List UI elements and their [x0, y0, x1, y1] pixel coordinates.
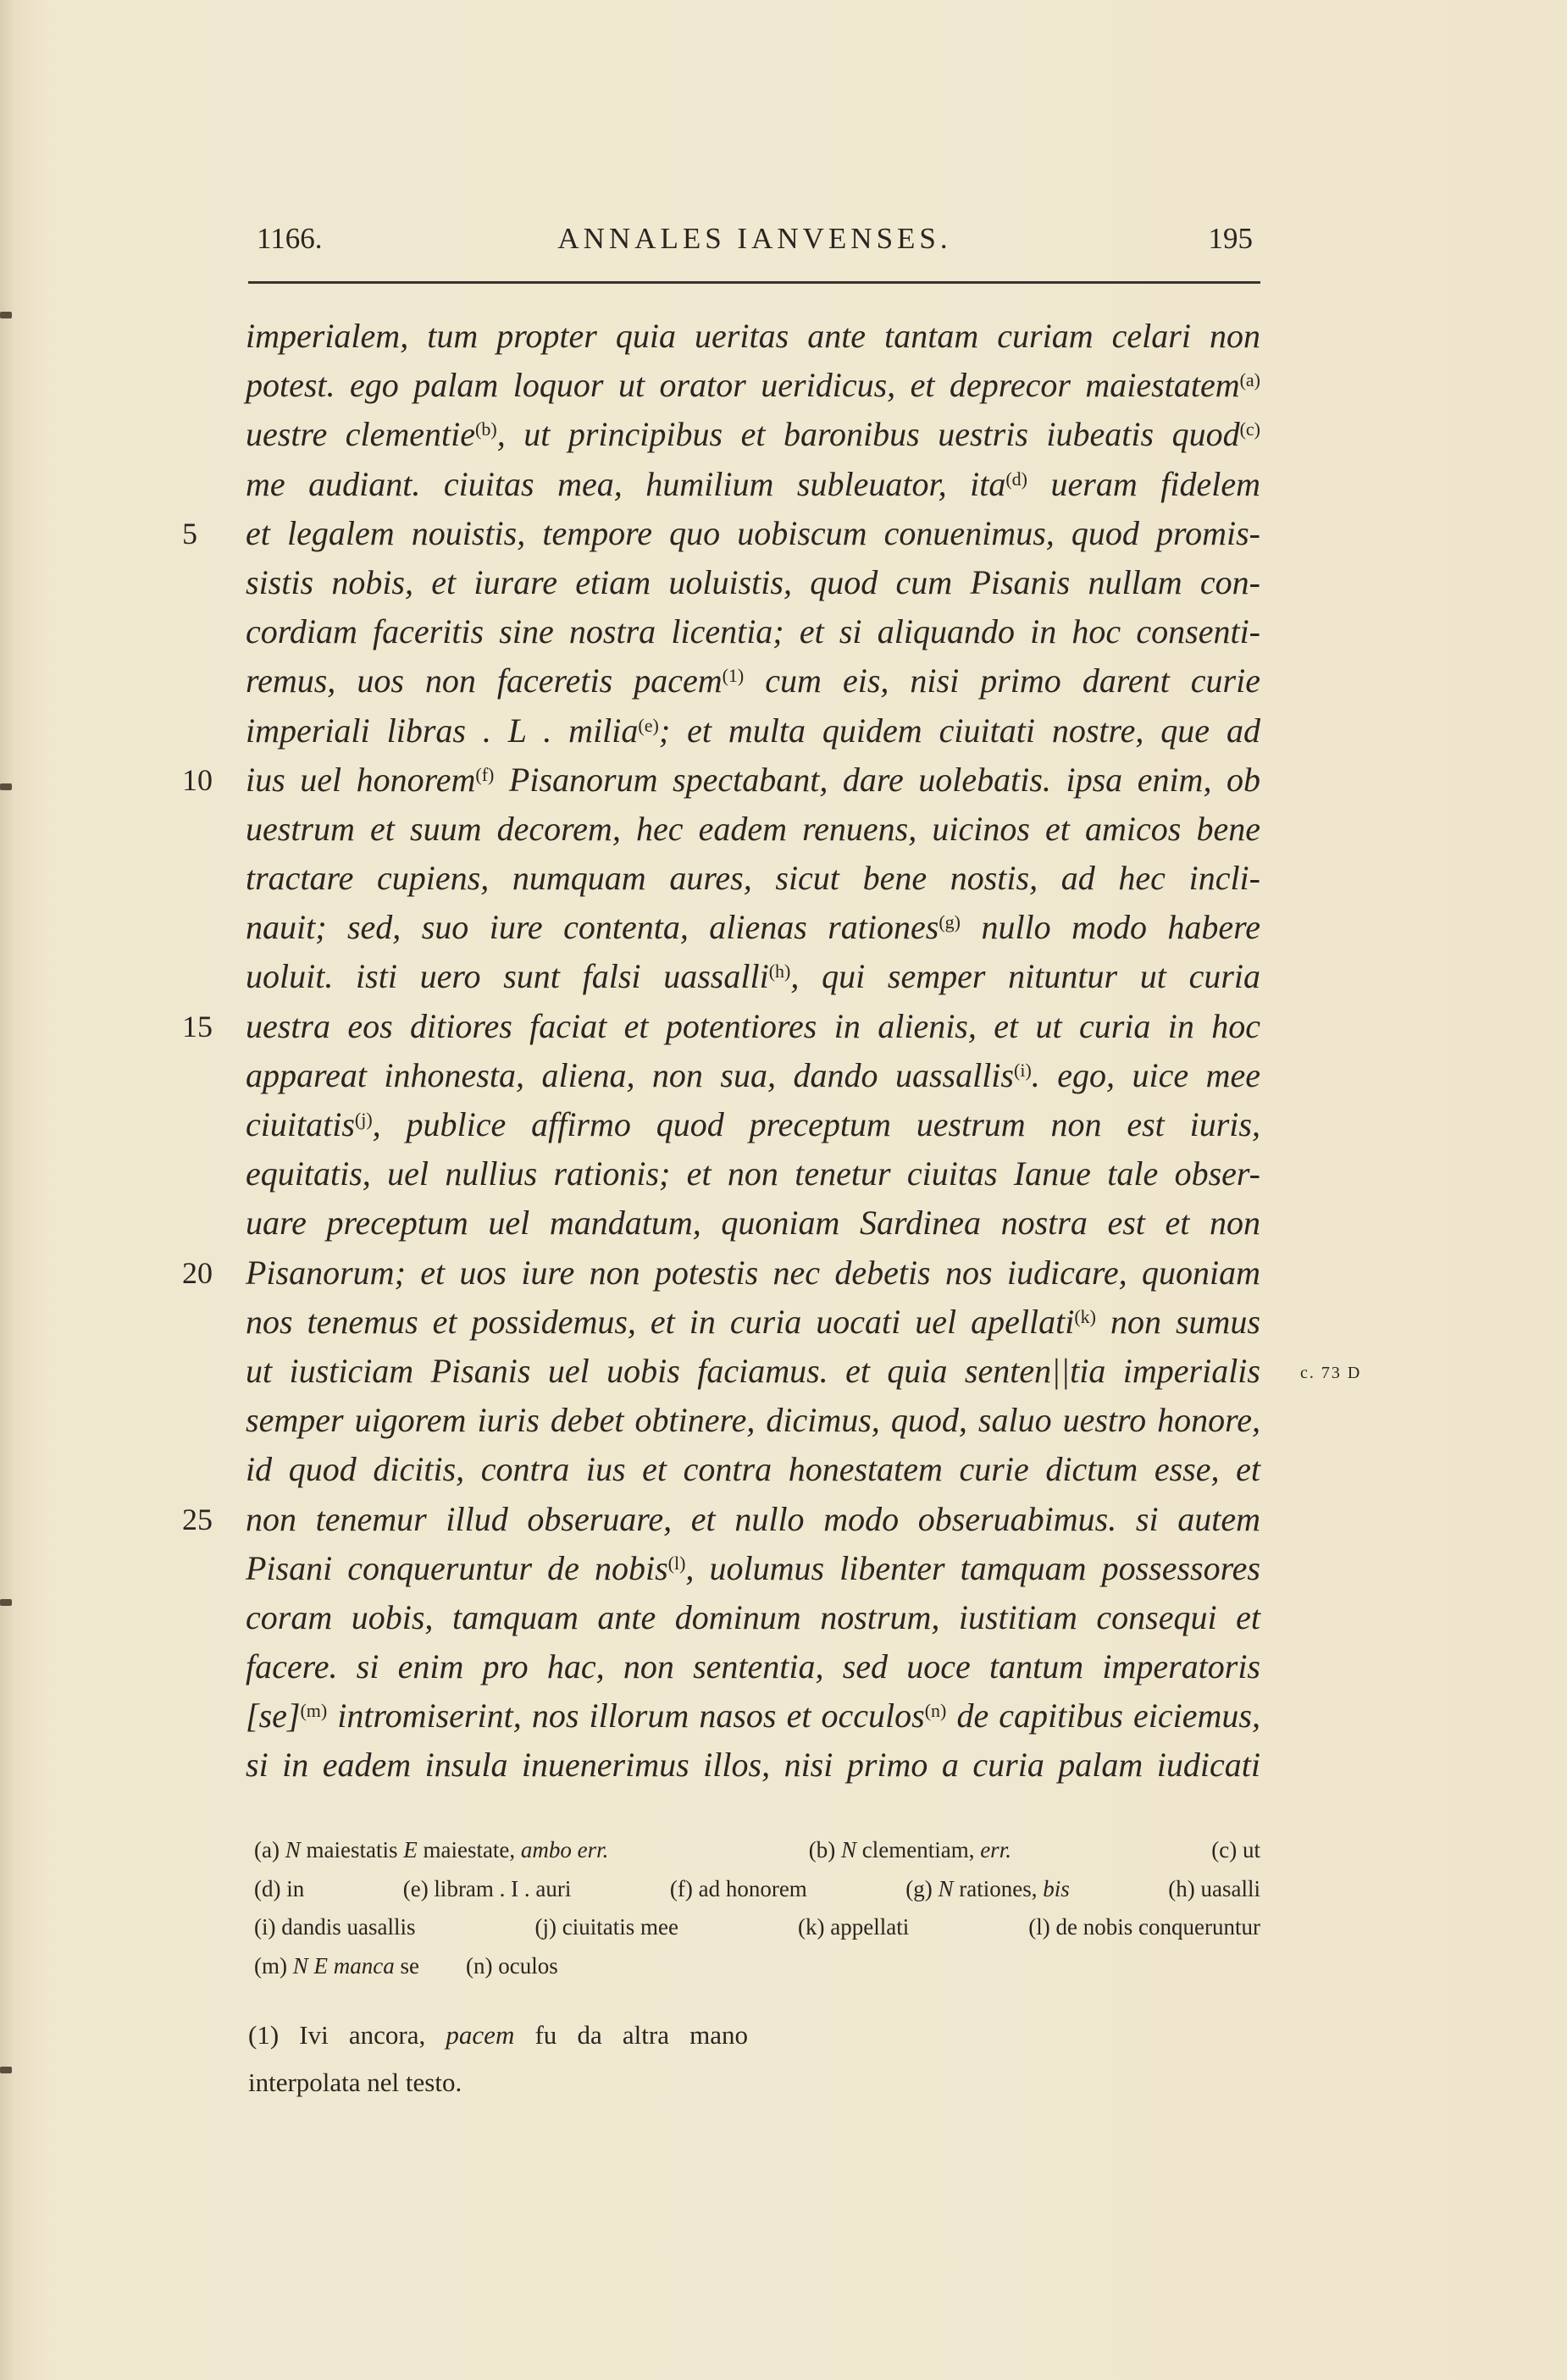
apparatus-note: (e) libram . I . auri	[402, 1875, 572, 1901]
line-text: nos tenemus et possidemus, et in curia uocati uel apellati$^{(k)}$ non sumus	[246, 1302, 1260, 1341]
text-line	[246, 1347, 1362, 1396]
apparatus-note: (b) N clementiam, err.	[808, 1837, 1011, 1862]
line-text: facere. si enim pro hac, non sententia, sed uoce tantum imperatoris	[246, 1647, 1260, 1686]
text-line	[182, 1495, 1260, 1544]
header-rule	[248, 281, 1260, 284]
footnote-marker: (m)	[300, 1700, 328, 1722]
text-line	[246, 1149, 1260, 1198]
text-line	[246, 1691, 1260, 1741]
line-text: [se]$^{(m)}$ intromiserint, nos illorum nasos et occulos$^{(n)}$ de capitibus eiciemus,	[246, 1696, 1260, 1735]
page-number: 195	[1208, 222, 1253, 255]
text-line	[246, 361, 1260, 410]
apparatus-note: (j) ciuitatis mee	[534, 1914, 678, 1940]
line-text: non tenemur illud obseruare, et nullo modo obseruabimus. si autem	[246, 1499, 1260, 1538]
text-line	[246, 558, 1260, 607]
editor-footnote: (1) Ivi ancora, pacem fu da altra mano interpolata nel testo.	[248, 2020, 748, 2097]
apparatus-note: (g) N rationes, bis	[905, 1875, 1070, 1901]
apparatus-note: (d) in	[254, 1875, 305, 1901]
binding-mark	[0, 783, 12, 790]
text-line	[246, 903, 1260, 952]
text-line	[246, 1198, 1260, 1248]
text-line	[182, 1248, 1260, 1298]
text-line	[246, 952, 1260, 1001]
apparatus-note: (c) ut	[1211, 1837, 1260, 1862]
line-text: remus, uos non faceretis pacem$^{(1)}$ cum eis, nisi primo darent curie	[246, 661, 1260, 700]
line-text: imperialem, tum propter quia ueritas ante tantam curiam celari non	[246, 317, 1260, 355]
footnote-marker: (h)	[768, 960, 791, 982]
line-text: tractare cupiens, numquam aures, sicut bene nostis, ad hec incli-	[246, 859, 1260, 898]
text-line	[182, 509, 1260, 558]
line-text: coram uobis, tamquam ante dominum nostrum, iustitiam consequi et	[246, 1597, 1260, 1636]
apparatus-row	[254, 1908, 1260, 1947]
line-text: potest. ego palam loquor ut orator ueridicus, et deprecor maiestatem$^{(a)}$	[246, 366, 1260, 405]
text-line	[246, 1642, 1260, 1691]
line-text: id quod dicitis, contra ius et contra honestatem curie dictum esse, et	[246, 1450, 1260, 1489]
line-text: uestrum et suum decorem, hec eadem renuens, uicinos et amicos bene	[246, 809, 1260, 848]
line-text: ciuitatis$^{(j)}$, publice affirmo quod preceptum uestrum non est iuris,	[246, 1105, 1260, 1143]
main-text	[182, 312, 1362, 1791]
line-number: 10	[182, 762, 213, 797]
text-line	[246, 410, 1260, 459]
line-text: nauit; sed, suo iure contenta, alienas rationes$^{(g)}$ nullo modo habere	[246, 908, 1261, 947]
text-line	[246, 1593, 1260, 1642]
text-line	[246, 706, 1260, 756]
line-text: uestra eos ditiores faciat et potentiores in alienis, et ut curia in hoc	[246, 1006, 1260, 1045]
footnote-marker: (j)	[354, 1109, 373, 1130]
text-line	[246, 656, 1260, 706]
line-text: appareat inhonesta, aliena, non sua, dando uassallis$^{(i)}$. ego, uice mee	[246, 1055, 1260, 1094]
binding-mark	[0, 1599, 12, 1606]
text-line	[246, 854, 1260, 903]
line-text: si in eadem insula inuenerimus illos, nisi primo a curia palam iudicati	[246, 1746, 1260, 1785]
footnote-marker: (f)	[475, 763, 495, 785]
apparatus-note: (l) de nobis conqueruntur	[1028, 1914, 1260, 1940]
footnote-marker: (d)	[1005, 468, 1027, 490]
line-text: semper uigorem iuris debet obtinere, dicimus, quod, saluo uestro honore,	[246, 1401, 1260, 1440]
apparatus-note: (h) uasalli	[1168, 1875, 1260, 1901]
critical-apparatus	[254, 1831, 1260, 1985]
line-text: uare preceptum uel mandatum, quoniam Sardinea nostra est et non	[246, 1204, 1260, 1243]
footnote-marker: (i)	[1014, 1059, 1032, 1081]
text-line	[246, 1396, 1260, 1445]
apparatus-row	[254, 1831, 1260, 1870]
line-number: 15	[182, 1009, 213, 1043]
text-line	[246, 1051, 1260, 1100]
header-year: 1166.	[257, 222, 323, 255]
footnote-marker: (k)	[1074, 1305, 1096, 1327]
text-line	[246, 607, 1260, 656]
footnote-marker: (c)	[1239, 418, 1260, 440]
line-text: Pisani conqueruntur de nobis$^{(l)}$, uolumus libenter tamquam possessores	[246, 1548, 1260, 1587]
text-line	[246, 1741, 1260, 1790]
line-text: cordiam faceritis sine nostra licentia; et si aliquando in hoc consenti-	[246, 612, 1260, 651]
line-text: ut iusticiam Pisanis uel uobis faciamus. et quia senten||tia imperialis	[246, 1351, 1260, 1390]
line-text: Pisanorum; et uos iure non potestis nec debetis nos iudicare, quoniam	[246, 1253, 1260, 1292]
footnote-marker: (n)	[924, 1700, 947, 1722]
apparatus-row	[254, 1947, 1260, 1986]
text-line	[246, 1100, 1260, 1149]
apparatus-row	[254, 1870, 1260, 1909]
line-number: 20	[182, 1255, 213, 1290]
apparatus-note: (f) ad honorem	[669, 1875, 807, 1901]
footnote-marker: (1)	[722, 665, 745, 687]
text-line	[246, 805, 1260, 854]
running-header	[250, 222, 1260, 269]
header-title: ANNALES IANVENSES.	[557, 222, 952, 255]
line-number: 25	[182, 1502, 213, 1536]
text-line	[246, 1544, 1260, 1593]
text-line	[246, 1298, 1260, 1347]
line-text: et legalem nouistis, tempore quo uobiscum conuenimus, quod promis-	[246, 513, 1260, 552]
line-text: imperiali libras . L . milia$^{(e)}$; et multa quidem ciuitati nostre, que ad	[246, 711, 1260, 750]
line-text: sistis nobis, et iurare etiam uoluistis, quod cum Pisanis nullam con-	[246, 562, 1260, 601]
binding-mark	[0, 312, 12, 318]
footnote-marker: (e)	[638, 714, 659, 736]
text-line	[182, 1002, 1260, 1051]
footnote-marker: (g)	[939, 911, 961, 933]
line-text: ius uel honorem$^{(f)}$ Pisanorum spectabant, dare uolebatis. ipsa enim, ob	[246, 760, 1260, 799]
text-line	[246, 1445, 1260, 1494]
footnote-marker: (a)	[1239, 369, 1260, 391]
line-text: uoluit. isti uero sunt falsi uassalli$^{(h)}$, qui semper nituntur ut curia	[246, 957, 1261, 996]
text-line	[182, 756, 1260, 805]
footnote-marker: (l)	[667, 1552, 686, 1574]
apparatus-note: (k) appellati	[798, 1914, 910, 1940]
apparatus-note: (m) N E manca se	[254, 1952, 419, 1979]
margin-note: c. 73 D	[1300, 1363, 1362, 1382]
apparatus-note: (n) oculos	[465, 1952, 558, 1979]
line-number: 5	[182, 516, 197, 551]
apparatus-note: (a) N maiestatis E maiestate, ambo err.	[254, 1837, 609, 1862]
footnote-marker: (b)	[475, 418, 497, 440]
line-text: me audiant. ciuitas mea, humilium subleuator, ita$^{(d)}$ ueram fidelem	[246, 464, 1260, 503]
apparatus-note: (i) dandis uasallis	[254, 1914, 416, 1940]
text-line	[246, 460, 1260, 509]
line-text: equitatis, uel nullius rationis; et non tenetur ciuitas Ianue tale obser-	[246, 1154, 1260, 1193]
binding-mark	[0, 2067, 12, 2073]
text-line	[246, 312, 1260, 361]
line-text: uestre clementie$^{(b)}$, ut principibus et baronibus uestris iubeatis quod$^{(c)}$	[246, 415, 1260, 454]
